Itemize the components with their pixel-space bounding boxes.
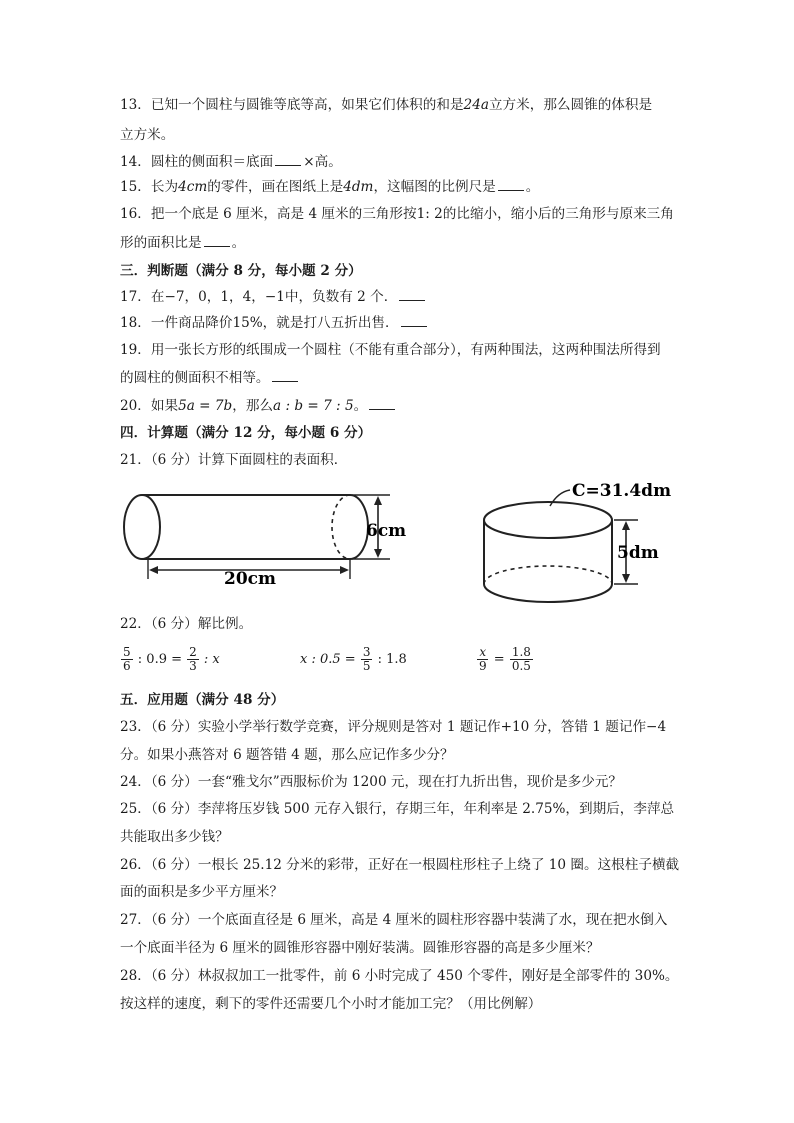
fraction-numerator: 3 <box>362 645 371 659</box>
q15-value2: 4dm <box>343 179 374 195</box>
height-arrow-head-down <box>622 574 630 583</box>
question-13-line2 <box>120 126 174 144</box>
section-heading-calc: 四．计算题（满分 12 分，每小题 6 分） <box>120 425 372 441</box>
q16-text-a: 16．把一个底是 6 厘米，高是 4 厘米的三角形按1: 2的比缩小，缩小后的三角形与原来三角 <box>120 206 674 222</box>
answer-blank[interactable] <box>401 314 427 327</box>
cylinder-left-face <box>124 495 160 559</box>
question-22: 22．（6 分）解比例。 <box>120 616 253 632</box>
length-label: 20cm <box>224 569 276 589</box>
question-27-line2: 一个底面半径为 6 厘米的圆锥形容器中刚好装满。圆锥形容器的高是多少厘米？ <box>120 940 600 956</box>
section-heading-judge: 三．判断题（满分 8 分，每小题 2 分） <box>120 263 362 279</box>
question-16-line1 <box>120 205 674 223</box>
question-24: 24．（6 分）一套“雅戈尔”西服标价为 1200 元，现在打九折出售，现价是多少元？ <box>120 774 623 790</box>
fraction <box>510 646 533 673</box>
question-14 <box>120 153 342 171</box>
question-19-line2 <box>120 369 300 387</box>
fraction-numerator: 2 <box>189 645 197 659</box>
section-heading-apply: 五．应用题（满分 48 分） <box>120 692 285 708</box>
q19-text-a: 19．用一张长方形的纸围成一个圆柱（不能有重合部分），有两种围法，这两种围法所得到 <box>120 342 661 358</box>
equation-text: x : 0.5 = <box>300 652 356 667</box>
answer-blank[interactable] <box>204 234 230 247</box>
q13-text-c: 立方米。 <box>120 127 175 143</box>
fraction-numerator: 5 <box>123 645 131 659</box>
cylinder-top-face <box>484 502 612 538</box>
circumference-label: C=31.4dm <box>572 481 672 501</box>
fraction <box>187 646 199 673</box>
length-arrow-head-left <box>149 566 158 574</box>
equation-1 <box>120 646 220 673</box>
fraction-denominator: 9 <box>479 659 487 673</box>
equation-text: = <box>493 652 505 667</box>
answer-blank[interactable] <box>498 178 524 191</box>
q20-text-b: ，那么 <box>232 398 274 414</box>
q14-text-a: 14．圆柱的侧面积＝底面 <box>120 154 274 170</box>
question-23-line1: 23．（6 分）实验小学举行数学竞赛，评分规则是答对 1 题记作+10 分，答错 1 题记作−4 <box>120 719 667 735</box>
q14-text-b: ×高。 <box>303 154 342 170</box>
question-20 <box>120 397 397 415</box>
question-15 <box>120 178 539 196</box>
question-17 <box>120 288 427 306</box>
question-19-line1 <box>120 341 661 359</box>
answer-blank[interactable] <box>399 288 425 301</box>
fraction <box>121 646 133 673</box>
height-arrow-head-up <box>622 521 630 530</box>
q13-text-a: 13．已知一个圆柱与圆锥等底等高，如果它们体积的和是 <box>120 97 464 113</box>
question-21: 21．（6 分）计算下面圆柱的表面积． <box>120 452 348 468</box>
fraction <box>477 646 489 673</box>
cylinder-figure-horizontal <box>120 485 420 590</box>
q20-ratio: a : b = 7 : 5 <box>273 398 354 414</box>
height-arrow-head-down <box>374 549 382 558</box>
q16-text-c: 。 <box>231 235 246 251</box>
question-16-line2 <box>120 234 245 252</box>
fraction-numerator: x <box>479 645 487 659</box>
q20-equation: 5a = 7b <box>178 398 233 414</box>
q15-text-d: 。 <box>525 179 540 195</box>
fraction-denominator: 0.5 <box>511 659 531 673</box>
fraction-numerator: 1.8 <box>511 645 531 659</box>
q16-text-b: 形的面积比是 <box>120 235 202 251</box>
question-25-line2: 共能取出多少钱？ <box>120 829 229 845</box>
length-arrow-head-right <box>340 566 349 574</box>
height-arrow-head-up <box>374 496 382 505</box>
q19-text-b: 的圆柱的侧面积不相等。 <box>120 370 270 386</box>
question-27-line1: 27．（6 分）一个底面直径是 6 厘米，高是 4 厘米的圆柱形容器中装满了水，现在把水倒入 <box>120 912 668 928</box>
equation-text: : 1.8 <box>377 652 407 667</box>
equation-2 <box>300 646 407 673</box>
height-label: 5dm <box>617 543 659 563</box>
fraction-denominator: 3 <box>189 659 197 673</box>
question-28-line2: 按这样的速度，剩下的零件还需要几个小时才能加工完？（用比例解） <box>120 996 542 1012</box>
cylinder-bottom-hidden-arc <box>484 566 612 584</box>
q20-text-c: 。 <box>353 398 368 414</box>
q13-value: 24a <box>463 97 489 113</box>
height-label: 6cm <box>366 521 407 541</box>
q13-text-b: 立方米，那么圆锥的体积是 <box>488 97 653 113</box>
q15-value1: 4cm <box>178 179 208 195</box>
question-13-line1 <box>120 96 652 114</box>
fraction-denominator: 6 <box>123 659 131 673</box>
q15-text-b: 的零件，画在图纸上是 <box>207 179 344 195</box>
q15-text-c: ，这幅图的比例尺是 <box>373 179 496 195</box>
question-18 <box>120 314 429 332</box>
answer-blank[interactable] <box>369 397 395 410</box>
cylinder-figure-upright <box>470 472 710 610</box>
answer-blank[interactable] <box>272 369 298 382</box>
question-26-line2: 面的面积是多少平方厘米？ <box>120 884 284 900</box>
equation-text: : 0.9 = <box>137 652 182 667</box>
fraction <box>361 646 373 673</box>
question-25-line1: 25．（6 分）李萍将压岁钱 500 元存入银行，存期三年，年利率是 2.75%，到期后，李萍总 <box>120 801 675 817</box>
equation-3 <box>476 646 534 673</box>
question-28-line1: 28．（6 分）林叔叔加工一批零件，前 6 小时完成了 450 个零件，刚好是全部零件的 30%。 <box>120 968 679 984</box>
equation-text: : x <box>203 652 220 667</box>
cylinder-right-hidden-arc <box>332 495 350 559</box>
q17-text: 17．在−7，0，1，4，−1中，负数有 2 个． <box>120 289 398 305</box>
question-23-line2: 分。如果小燕答对 6 题答错 4 题，那么应记作多少分？ <box>120 747 454 763</box>
question-26-line1: 26．（6 分）一根长 25.12 分米的彩带，正好在一根圆柱形柱子上绕了 10 圈。这根柱子横截 <box>120 857 680 873</box>
answer-blank[interactable] <box>275 153 301 166</box>
cylinder-bottom-front-arc <box>484 584 612 602</box>
q20-text-a: 20．如果 <box>120 398 179 414</box>
fraction-denominator: 5 <box>362 659 371 673</box>
q15-text-a: 15．长为 <box>120 179 179 195</box>
q18-text: 18．一件商品降价15%，就是打八五折出售． <box>120 315 399 331</box>
